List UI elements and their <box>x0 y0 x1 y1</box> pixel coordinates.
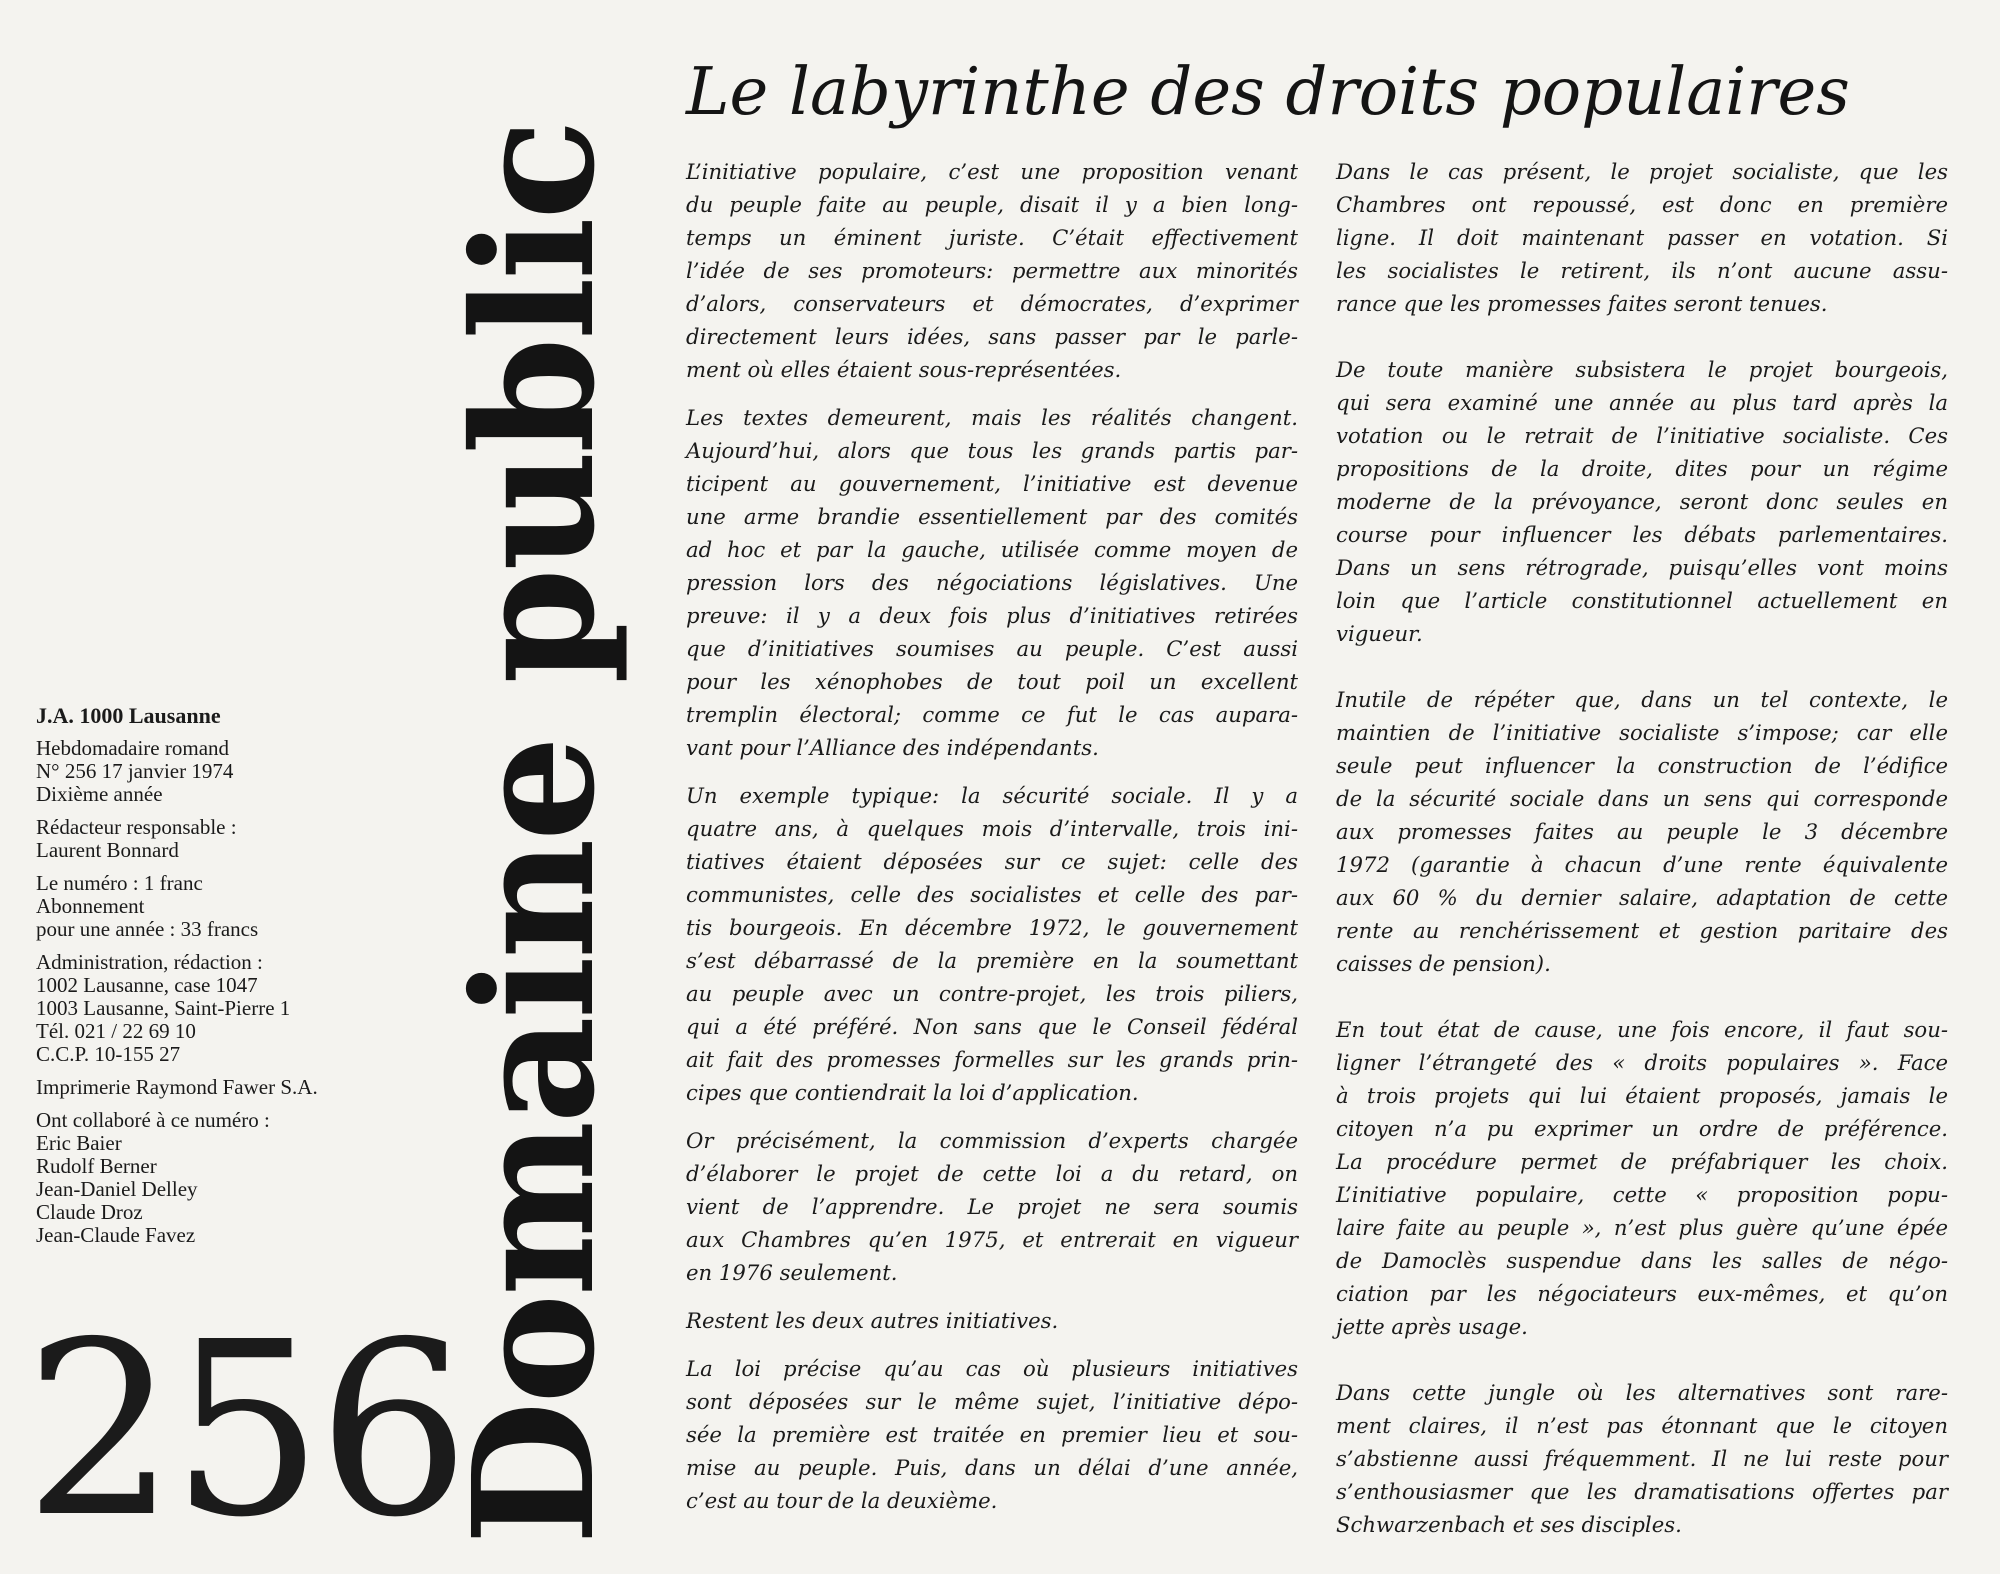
article-line: au peuple avec un contre-projet, les trois piliers, <box>686 981 1298 1006</box>
article-paragraph <box>1336 155 1948 320</box>
colophon-group <box>36 737 416 806</box>
article-line: maintien de l’initiative socialiste s’impose; car elle <box>1336 720 1948 745</box>
colophon-group <box>36 1109 416 1247</box>
colophon-group <box>36 872 416 941</box>
article-line: une arme brandie essentiellement par des comités <box>686 504 1298 529</box>
article-line: vant pour l’Alliance des indépendants. <box>686 735 1099 760</box>
colophon-line: N° 256 17 janvier 1974 <box>36 759 234 783</box>
article-line: rance que les promesses faites seront tenues. <box>1336 291 1828 316</box>
article-line: pression lors des négociations législatives. Une <box>686 570 1298 595</box>
colophon <box>36 704 416 1257</box>
article-paragraph <box>1336 1376 1948 1541</box>
colophon-line: Jean-Daniel Delley <box>36 1177 198 1201</box>
article-paragraph <box>1336 353 1948 650</box>
article-line: de Damoclès suspendue dans les salles de négo- <box>1336 1248 1948 1273</box>
article-line: Inutile de répéter que, dans un tel contexte, le <box>1336 687 1948 712</box>
article-line: seule peut influencer la construction de l’édifice <box>1336 753 1948 778</box>
article-line: En tout état de cause, une fois encore, il faut sou- <box>1336 1017 1948 1042</box>
colophon-line: 1003 Lausanne, Saint-Pierre 1 <box>36 996 291 1020</box>
masthead-title: Domaine public <box>437 121 632 1545</box>
article-line: ligner l’étrangeté des « droits populaires ». Face <box>1336 1050 1948 1075</box>
colophon-line: Tél. 021 / 22 69 10 <box>36 1019 196 1043</box>
article-line: vient de l’apprendre. Le projet ne sera soumis <box>686 1194 1298 1219</box>
article-line: d’élaborer le projet de cette loi a du retard, on <box>686 1161 1298 1186</box>
article-line: aux promesses faites au peuple le 3 décembre <box>1336 819 1948 844</box>
article-column-left <box>686 155 1298 1532</box>
article-line: en 1976 seulement. <box>686 1260 898 1285</box>
article-line: loin que l’article constitutionnel actuellement en <box>1336 588 1948 613</box>
article-line: caisses de pension). <box>1336 951 1551 976</box>
article-line: mise au peuple. Puis, dans un délai d’une année, <box>686 1455 1298 1480</box>
article-line: votation ou le retrait de l’initiative socialiste. Ces <box>1336 423 1948 448</box>
article-line: à trois projets qui lui étaient proposés, jamais le <box>1336 1083 1948 1108</box>
issue-number: 256 <box>24 1290 465 1570</box>
article-line: de la sécurité sociale dans un sens qui corresponde <box>1336 786 1948 811</box>
article-line: vigueur. <box>1336 621 1423 646</box>
colophon-line: Hebdomadaire romand <box>36 736 230 760</box>
article-line: laire faite au peuple », n’est plus guère qu’une épée <box>1336 1215 1948 1240</box>
colophon-line: Laurent Bonnard <box>36 838 179 862</box>
article-line: Un exemple typique: la sécurité sociale. Il y a <box>686 783 1298 808</box>
article-line: L’initiative populaire, cette « proposition popu- <box>1336 1182 1948 1207</box>
colophon-line: Le numéro : 1 franc <box>36 871 203 895</box>
article-line: Aujourd’hui, alors que tous les grands partis par- <box>686 438 1298 463</box>
article-line: s’enthousiasmer que les dramatisations offertes par <box>1336 1479 1948 1504</box>
article-line: d’alors, conservateurs et démocrates, d’exprimer <box>686 291 1298 316</box>
article-line: du peuple faite au peuple, disait il y a bien long- <box>686 192 1298 217</box>
article-line: ligne. Il doit maintenant passer en votation. Si <box>1336 225 1948 250</box>
colophon-line: C.C.P. 10-155 27 <box>36 1042 181 1066</box>
article-line: tremplin électoral; comme ce fut le cas aupara- <box>686 702 1298 727</box>
article-line: Schwarzenbach et ses disciples. <box>1336 1512 1682 1537</box>
colophon-line: Administration, rédaction : <box>36 950 263 974</box>
colophon-line: Dixième année <box>36 782 163 806</box>
article-line: sont déposées sur le même sujet, l’initiative dépo- <box>686 1389 1298 1414</box>
colophon-line: Eric Baier <box>36 1131 122 1155</box>
article-line: ticipent au gouvernement, l’initiative est devenue <box>686 471 1298 496</box>
article-column-right <box>1336 155 1948 1574</box>
article-paragraph <box>1336 1013 1948 1343</box>
article-line: s’est débarrassé de la première en la soumettant <box>686 948 1298 973</box>
article-line: citoyen n’a pu exprimer un ordre de préférence. <box>1336 1116 1948 1141</box>
article-line: Les textes demeurent, mais les réalités changent. <box>686 405 1298 430</box>
article-line: ciation par les négociateurs eux-mêmes, et qu’on <box>1336 1281 1948 1306</box>
article-line: communistes, celle des socialistes et celle des par- <box>686 882 1298 907</box>
article-line: qui a été préféré. Non sans que le Conseil fédéral <box>686 1014 1298 1039</box>
article-line: quatre ans, à quelques mois d’intervalle, trois ini- <box>686 816 1298 841</box>
article-paragraph <box>1336 683 1948 980</box>
article-line: s’abstienne aussi fréquemment. Il ne lui reste pour <box>1336 1446 1948 1471</box>
article-line: ment claires, il n’est pas étonnant que le citoyen <box>1336 1413 1948 1438</box>
article-line: Restent les deux autres initiatives. <box>686 1308 1059 1333</box>
colophon-line: pour une année : 33 francs <box>36 917 259 941</box>
article-line: 1972 (garantie à chacun d’une rente équivalente <box>1336 852 1948 877</box>
colophon-title: J.A. 1000 Lausanne <box>36 703 221 728</box>
article-line: Dans le cas présent, le projet socialiste, que les <box>1336 159 1948 184</box>
article-line: que d’initiatives soumises au peuple. C’est aussi <box>686 636 1298 661</box>
article-line: ad hoc et par la gauche, utilisée comme moyen de <box>686 537 1298 562</box>
article-line: Chambres ont repoussé, est donc en première <box>1336 192 1948 217</box>
article-line: les socialistes le retirent, ils n’ont aucune assu- <box>1336 258 1948 283</box>
article-line: course pour influencer les débats parlementaires. <box>1336 522 1948 547</box>
colophon-line: Jean-Claude Favez <box>36 1223 196 1247</box>
article-paragraph <box>686 779 1298 1109</box>
article-line: Or précisément, la commission d’experts chargée <box>686 1128 1298 1153</box>
article-line: tis bourgeois. En décembre 1972, le gouvernement <box>686 915 1298 940</box>
article-line: tiatives étaient déposées sur ce sujet: celle des <box>686 849 1298 874</box>
article-line: La procédure permet de préfabriquer les choix. <box>1336 1149 1948 1174</box>
article-line: aux Chambres qu’en 1975, et entrerait en vigueur <box>686 1227 1298 1252</box>
colophon-line: Rédacteur responsable : <box>36 815 237 839</box>
article-paragraph <box>686 1124 1298 1289</box>
article-line: qui sera examiné une année au plus tard après la <box>1336 390 1948 415</box>
colophon-group <box>36 951 416 1066</box>
article-line: jette après usage. <box>1336 1314 1528 1339</box>
colophon-line: Claude Droz <box>36 1200 143 1224</box>
article-line: ait fait des promesses formelles sur les grands prin- <box>686 1047 1298 1072</box>
article-line: rente au renchérissement et gestion paritaire des <box>1336 918 1948 943</box>
article-paragraph <box>686 155 1298 386</box>
article-headline: Le labyrinthe des droits populaires <box>686 54 1850 130</box>
colophon-group <box>36 1076 416 1099</box>
article-line: L’initiative populaire, c’est une proposition venant <box>686 159 1298 184</box>
article-line: directement leurs idées, sans passer par le parle- <box>686 324 1298 349</box>
colophon-line: Abonnement <box>36 894 145 918</box>
article-line: preuve: il y a deux fois plus d’initiatives retirées <box>686 603 1298 628</box>
colophon-line: 1002 Lausanne, case 1047 <box>36 973 258 997</box>
article-line: La loi précise qu’au cas où plusieurs initiatives <box>686 1356 1298 1381</box>
article-line: propositions de la droite, dites pour un régime <box>1336 456 1948 481</box>
article-line: De toute manière subsistera le projet bourgeois, <box>1336 357 1948 382</box>
colophon-line: Imprimerie Raymond Fawer S.A. <box>36 1075 318 1099</box>
article-line: ment où elles étaient sous-représentées. <box>686 357 1122 382</box>
article-paragraph <box>686 1352 1298 1517</box>
article-line: Dans un sens rétrograde, puisqu’elles vont moins <box>1336 555 1948 580</box>
article-paragraph <box>686 401 1298 764</box>
colophon-line: Rudolf Berner <box>36 1154 157 1178</box>
colophon-line: Ont collaboré à ce numéro : <box>36 1108 270 1132</box>
article-line: aux 60 % du dernier salaire, adaptation de cette <box>1336 885 1948 910</box>
article-paragraph <box>686 1304 1298 1337</box>
article-line: c’est au tour de la deuxième. <box>686 1488 998 1513</box>
colophon-group <box>36 816 416 862</box>
article-line: Dans cette jungle où les alternatives sont rare- <box>1336 1380 1948 1405</box>
article-line: moderne de la prévoyance, seront donc seules en <box>1336 489 1948 514</box>
article-line: pour les xénophobes de tout poil un excellent <box>686 669 1298 694</box>
article-line: sée la première est traitée en premier lieu et sou- <box>686 1422 1298 1447</box>
article-line: cipes que contiendrait la loi d’application. <box>686 1080 1139 1105</box>
article-line: l’idée de ses promoteurs: permettre aux minorités <box>686 258 1298 283</box>
article-line: temps un éminent juriste. C’était effectivement <box>686 225 1298 250</box>
